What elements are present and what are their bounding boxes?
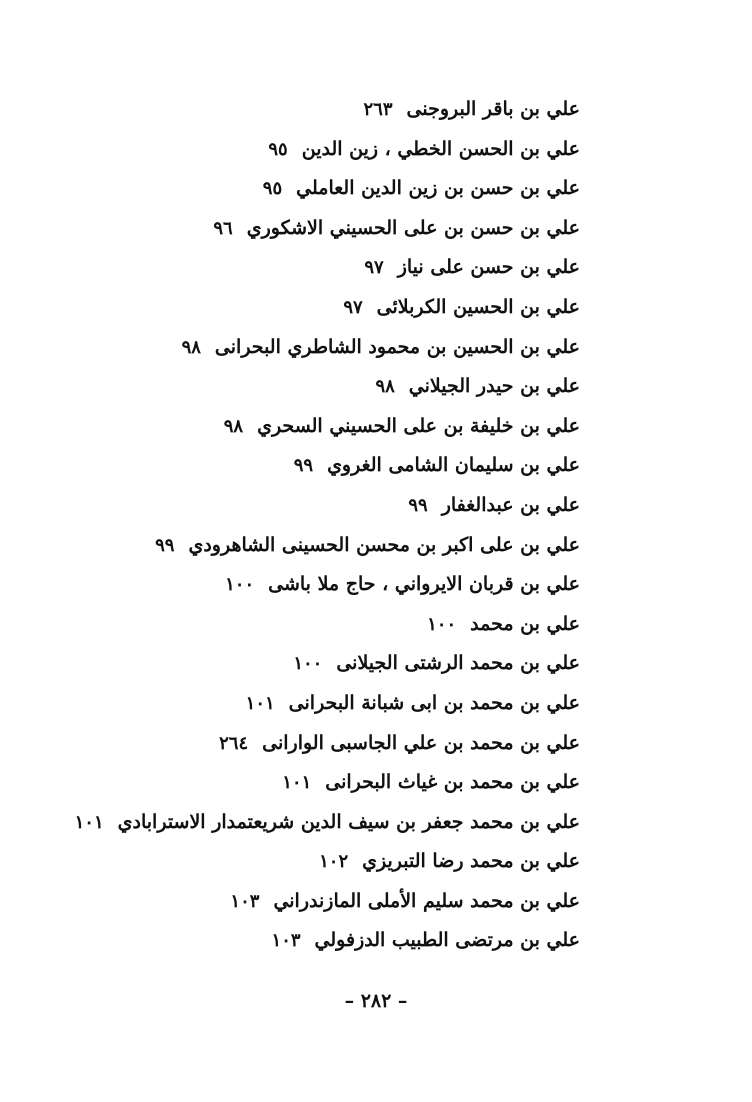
index-entry <box>60 367 580 407</box>
index-entry <box>60 565 580 605</box>
index-entry <box>60 763 580 803</box>
entry-name: علي بن محمد <box>470 612 580 635</box>
index-entry <box>60 684 580 724</box>
index-list <box>60 90 580 961</box>
index-entry <box>60 169 580 209</box>
entry-name: علي بن حسن بن على الحسيني الاشكوري <box>246 216 580 239</box>
entry-name: علي بن حسن بن زين الدين العاملي <box>296 177 580 200</box>
entry-name: علي بن محمد بن ابى شبانة البحرانى <box>288 691 580 714</box>
entry-name: علي بن على اكبر بن محسن الحسينى الشاهرودي <box>188 533 580 556</box>
index-entry <box>60 209 580 249</box>
entry-name: علي بن محمد رضا التبريزي <box>362 850 580 873</box>
entry-page-number: ٩٩ <box>155 534 175 556</box>
entry-page-number: ٩٩ <box>293 455 314 477</box>
entry-name: علي بن الحسن الخطي ، زين الدين <box>301 137 580 160</box>
index-entry <box>60 605 580 645</box>
index-entry <box>60 328 580 368</box>
entry-name: علي بن عبدالغفار <box>441 493 580 516</box>
entry-page-number: ٩٥ <box>262 178 283 200</box>
entry-page-number: ١٠٣ <box>230 890 260 912</box>
entry-page-number: ١٠٣ <box>271 930 301 952</box>
entry-name: علي بن محمد بن غياث البحرانى <box>325 771 580 794</box>
index-entry <box>60 803 580 843</box>
entry-name: علي بن باقر البروجنى <box>406 98 580 120</box>
entry-name: علي بن حسن على نياز <box>397 256 580 279</box>
index-entry <box>60 90 580 130</box>
entry-page-number: ١٠١ <box>74 811 104 833</box>
page-number-footer: – ٢٨٢ – <box>344 990 408 1012</box>
entry-name: علي بن محمد جعفر بن سيف الدين شريعتمدار الاسترابادي <box>117 810 580 833</box>
index-entry <box>60 288 580 328</box>
entry-page-number: ٩٧ <box>343 296 363 318</box>
index-entry <box>60 446 580 486</box>
entry-name: علي بن مرتضى الطبيب الدزفولي <box>314 929 580 952</box>
entry-name: علي بن سليمان الشامى الغروي <box>327 454 580 477</box>
index-entry <box>60 486 580 526</box>
entry-name: علي بن خليفة بن على الحسيني السحري <box>257 414 580 437</box>
entry-page-number: ١٠١ <box>245 692 275 714</box>
entry-name: علي بن الحسين الكربلائى <box>376 295 580 318</box>
index-entry <box>60 724 580 764</box>
entry-page-number: ٢٦٣ <box>363 99 393 120</box>
entry-name: علي بن محمد بن علي الجاسبى الوارانى <box>262 731 580 754</box>
index-entry <box>60 921 580 961</box>
entry-page-number: ١٠٠ <box>293 653 323 675</box>
entry-page-number: ٩٨ <box>375 376 395 398</box>
entry-name: علي بن قربان الايرواني ، حاج ملا باشى <box>268 573 580 596</box>
entry-name: علي بن محمد الرشتى الجيلانى <box>336 652 580 675</box>
index-entry <box>60 644 580 684</box>
entry-page-number: ٩٧ <box>364 257 384 279</box>
entry-page-number: ٩٨ <box>181 336 201 358</box>
entry-page-number: ١٠٠ <box>225 574 255 596</box>
index-entry <box>60 526 580 566</box>
index-entry <box>60 248 580 288</box>
entry-page-number: ٩٨ <box>223 415 244 437</box>
entry-page-number: ١٠١ <box>282 772 312 794</box>
index-entry <box>60 882 580 922</box>
entry-page-number: ١٠٢ <box>319 851 349 873</box>
index-entry <box>60 130 580 170</box>
entry-page-number: ٩٩ <box>408 494 428 516</box>
entry-page-number: ١٠٠ <box>427 613 457 635</box>
entry-page-number: ٩٥ <box>268 138 288 160</box>
index-entry <box>60 407 580 447</box>
entry-name: علي بن حيدر الجيلاني <box>408 375 580 398</box>
entry-name: علي بن محمد سليم الأملى المازندراني <box>273 889 580 912</box>
index-entry <box>60 842 580 882</box>
entry-name: علي بن الحسين بن محمود الشاطري البحرانى <box>214 335 580 358</box>
entry-page-number: ٢٦٤ <box>219 732 249 754</box>
entry-page-number: ٩٦ <box>213 217 233 239</box>
